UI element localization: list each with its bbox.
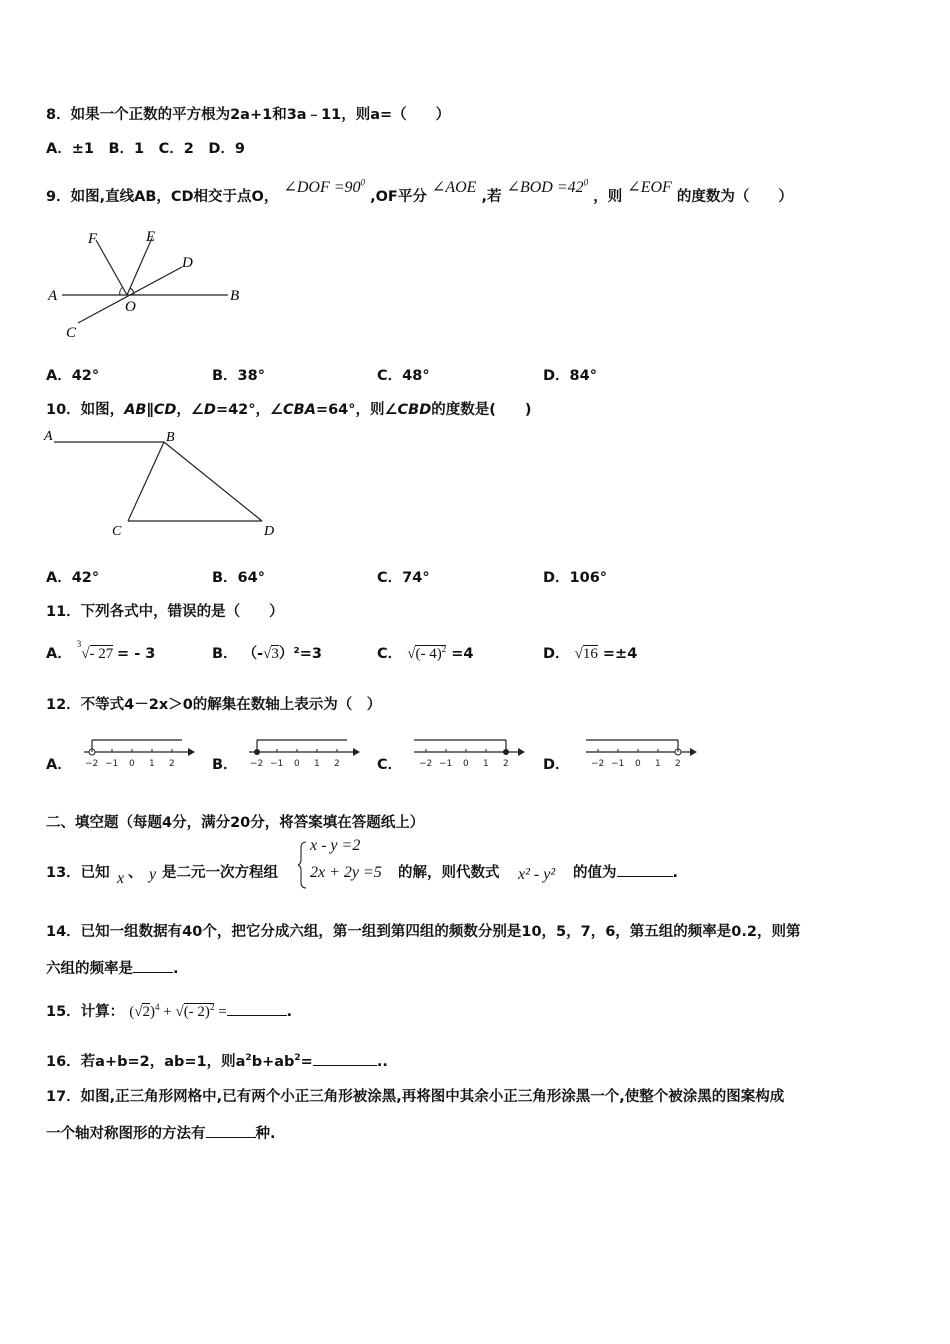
q12-a-arrow-icon <box>188 748 195 756</box>
q11-option-c <box>377 642 474 663</box>
q17-line2 <box>46 1122 276 1143</box>
q9-option-a: A．42° <box>46 368 100 384</box>
q12-d-tick-label: −1 <box>611 759 625 769</box>
q12-a-tick-label: −1 <box>105 759 119 769</box>
q11-option-d <box>543 642 637 663</box>
q9-option-b: B．38° <box>212 368 265 384</box>
q11-a-label: A． <box>46 646 72 662</box>
q9-ray-of <box>96 240 127 295</box>
q10-text-c: ，∠ <box>176 402 204 418</box>
q11-c-root <box>407 645 446 662</box>
q11-a-radicand: - 27 <box>89 646 114 662</box>
q11-b-radical-icon: √ <box>263 646 272 662</box>
q16-sup-2: 2 <box>294 1053 301 1064</box>
q15-plus: + <box>159 1004 176 1020</box>
q10-text-d: D <box>203 402 216 418</box>
q15-radical-icon: √ <box>175 1004 184 1020</box>
q10-text-g: =64°，则∠ <box>315 402 398 418</box>
q15-radical-icon: √ <box>134 1004 143 1020</box>
q9-figure <box>40 225 300 345</box>
q11-stem: 11．下列各式中，错误的是（ ） <box>46 604 284 620</box>
q13-var-x: x <box>117 870 125 887</box>
q11-c-radical-icon: √ <box>407 646 416 662</box>
q11-b-open: （- <box>242 646 264 662</box>
q15-end: . <box>286 1004 293 1020</box>
q9-text-1: 9．如图,直线AB，CD相交于点O， <box>46 189 279 205</box>
q16-end: .. <box>376 1054 388 1070</box>
q15-text: 15．计算： <box>46 1004 125 1020</box>
q13-var-y: y <box>149 866 157 883</box>
q9-text-5: 的度数为（ ） <box>676 189 793 205</box>
q12-a-tick-label: 1 <box>149 759 155 769</box>
q17-line1: 17．如图,正三角形网格中,已有两个小正三角形被涂黑,再将图中其余小正三角形涂黑一个,使整个被涂黑的图案构成 <box>46 1089 785 1105</box>
q8-options: A．±1 B．1 C．2 D．9 <box>46 141 245 157</box>
q10-label-d: D <box>264 524 275 539</box>
q8-stem: 8．如果一个正数的平方根为2a+1和3a﹣11，则a=（ ） <box>46 107 451 123</box>
q11-a-radical-icon: √ <box>81 646 90 662</box>
q13-brace-icon <box>298 840 308 890</box>
q12-b-arrow-icon <box>353 748 360 756</box>
q14-line1: 14．已知一组数据有40个，把它分成六组，第一组到第四组的频数分别是10，5，7，6，第五组的频率是0.2，则第 <box>46 924 801 940</box>
q11-d-label: D． <box>543 646 570 662</box>
q9-label-d: D <box>182 255 193 271</box>
q9-math-dof <box>283 179 365 196</box>
q12-label-d: D． <box>543 757 570 773</box>
q12-numberline-d <box>582 728 702 776</box>
q9-label-a: A <box>48 288 58 304</box>
q11-b-label: B． <box>212 646 238 662</box>
q11-d-root <box>575 645 598 662</box>
q13-text-1: 13．已知 <box>46 865 110 881</box>
q16-stem <box>46 1050 388 1071</box>
q12-d-arrow-icon <box>690 748 697 756</box>
q12-b-tick-label: −2 <box>250 759 264 769</box>
q13-eq1: x - y =2 <box>310 837 361 854</box>
q12-a-tick-label: −2 <box>85 759 99 769</box>
section-heading: 二、填空题（每题4分，满分20分，将答案填在答题纸上） <box>46 815 425 831</box>
q10-option-d: D．106° <box>543 570 608 586</box>
q12-label-b: B． <box>212 757 238 773</box>
q17-answer-blank[interactable] <box>206 1123 256 1138</box>
q11-c-radicand <box>415 645 446 662</box>
q12-numberline-a <box>80 728 200 776</box>
q12-c-tick-label: 1 <box>483 759 489 769</box>
q12-b-tick-label: 0 <box>294 759 300 769</box>
q9-ray-oe <box>127 238 152 295</box>
q10-line-bd <box>164 442 262 521</box>
q10-label-a: A <box>44 429 53 444</box>
q9-math-bod <box>507 179 589 196</box>
q16-answer-blank[interactable] <box>313 1051 377 1066</box>
q9-math-aoe: ∠AOE <box>431 179 477 196</box>
q14-end: . <box>173 961 179 977</box>
q9-stem <box>46 176 793 205</box>
q10-text-h: CBD <box>397 402 432 418</box>
q12-stem: 12．不等式4－2x＞0的解集在数轴上表示为（ ） <box>46 697 382 713</box>
q12-d-tick-label: 1 <box>655 759 661 769</box>
q10-stem <box>46 398 532 419</box>
q15-t1-power: 4 <box>154 1002 160 1012</box>
q12-d-tick-label: −2 <box>591 759 605 769</box>
q11-b-root <box>263 645 279 662</box>
q9-text-3: ,若 <box>481 189 502 205</box>
q11-option-a <box>46 639 156 663</box>
q16-text-3: = <box>300 1054 313 1070</box>
q10-text-f: CBA <box>283 402 316 418</box>
q14-line2 <box>46 957 179 978</box>
q14-line2-text: 六组的频率是 <box>46 961 133 977</box>
q15-term-1: $(√2)^4$ <box>129 1002 160 1020</box>
q11-d-radical-icon: √ <box>574 646 583 662</box>
q15-equals: = <box>214 1004 227 1020</box>
q13-sep: 、 <box>128 865 143 881</box>
q15-term-2 <box>175 1003 214 1020</box>
q11-a-index: 3 <box>76 639 82 649</box>
q9-dof-text: ∠DOF =90 <box>283 179 361 196</box>
q12-b-tick-label: 2 <box>334 759 340 769</box>
q10-line-bc <box>128 442 164 521</box>
q11-c-radicand-text: (- 4) <box>415 646 442 662</box>
q10-text-b: AB∥CD <box>124 402 177 418</box>
q11-c-power: 2 <box>441 644 447 654</box>
q11-b-rest: ）²=3 <box>278 646 322 662</box>
q10-option-c: C．74° <box>377 570 430 586</box>
q11-option-b <box>212 642 322 663</box>
q12-c-tick-label: −1 <box>439 759 453 769</box>
q10-text-i: 的度数是( ) <box>431 402 532 418</box>
q11-b-radicand: 3 <box>271 646 279 662</box>
q9-option-c: C．48° <box>377 368 430 384</box>
q9-text-4: ，则 <box>593 189 623 205</box>
q13-text-4 <box>573 861 678 882</box>
q12-c-tick-label: 2 <box>503 759 509 769</box>
q9-text-2: ,OF平分 <box>370 189 427 205</box>
q9-label-f: F <box>88 231 98 247</box>
q13-suffix: 的值为 <box>573 865 617 881</box>
q11-d-rest: =±4 <box>597 646 638 662</box>
q13-answer-blank[interactable] <box>617 862 673 877</box>
q14-answer-blank[interactable] <box>133 958 173 973</box>
q12-label-c: C． <box>377 757 403 773</box>
q17-end: 种. <box>255 1126 276 1142</box>
q16-sup-1: 2 <box>245 1053 252 1064</box>
q16-text-1: 16．若a+b=2，ab=1，则a <box>46 1054 246 1070</box>
q9-bod-degree: 0 <box>583 177 589 188</box>
q17-line2-text: 一个轴对称图形的方法有 <box>46 1126 206 1142</box>
q12-label-a: A． <box>46 757 72 773</box>
q16-text-2: b+ab <box>251 1054 295 1070</box>
q12-b-tick-label: −1 <box>270 759 284 769</box>
q11-a-rest: = - 3 <box>117 646 156 662</box>
q15-answer-blank[interactable] <box>227 1001 287 1016</box>
q15-t2-power: 2 <box>209 1002 215 1012</box>
q11-c-rest: =4 <box>446 646 474 662</box>
q15-t2-radicand <box>184 1003 215 1020</box>
q12-d-tick-label: 0 <box>635 759 641 769</box>
q13-text-3: 的解，则代数式 <box>398 865 500 881</box>
q11-d-radicand: 16 <box>582 646 598 662</box>
q9-math-eof: ∠EOF <box>627 179 672 196</box>
q13-expr: x² - y² <box>518 866 556 883</box>
q9-label-o: O <box>125 299 136 315</box>
q10-option-b: B．64° <box>212 570 265 586</box>
q15-t2-text: (- 2) <box>183 1004 210 1020</box>
q15-stem <box>46 1000 292 1021</box>
q12-a-tick-label: 0 <box>129 759 135 769</box>
q10-text-e: =42°，∠ <box>215 402 284 418</box>
q12-d-tick-label: 2 <box>675 759 681 769</box>
q12-c-tick-label: 0 <box>463 759 469 769</box>
q12-b-tick-label: 1 <box>314 759 320 769</box>
q9-option-d: D．84° <box>543 368 597 384</box>
q12-c-tick-label: −2 <box>419 759 433 769</box>
q12-c-arrow-icon <box>518 748 525 756</box>
q15-t1-radicand: 2 <box>142 1004 150 1020</box>
q9-label-e: E <box>146 229 156 245</box>
q13-end: . <box>672 865 679 881</box>
q11-c-label: C． <box>377 646 403 662</box>
q10-figure <box>40 425 300 540</box>
q12-a-tick-label: 2 <box>169 759 175 769</box>
q9-dof-degree: 0 <box>360 177 366 188</box>
q10-label-b: B <box>166 430 175 445</box>
q9-label-b: B <box>230 288 240 304</box>
q9-bod-text: ∠BOD =42 <box>506 179 584 196</box>
q10-option-a: A．42° <box>46 570 100 586</box>
q11-a-root <box>76 639 117 662</box>
q13-text-2: 是二元一次方程组 <box>162 865 278 881</box>
q10-text-a: 10．如图， <box>46 402 125 418</box>
q10-label-c: C <box>112 524 122 539</box>
q9-label-c: C <box>66 325 77 341</box>
q12-numberline-c <box>410 728 530 776</box>
q13-eq2: 2x + 2y =5 <box>310 864 382 881</box>
q12-numberline-b <box>245 728 365 776</box>
